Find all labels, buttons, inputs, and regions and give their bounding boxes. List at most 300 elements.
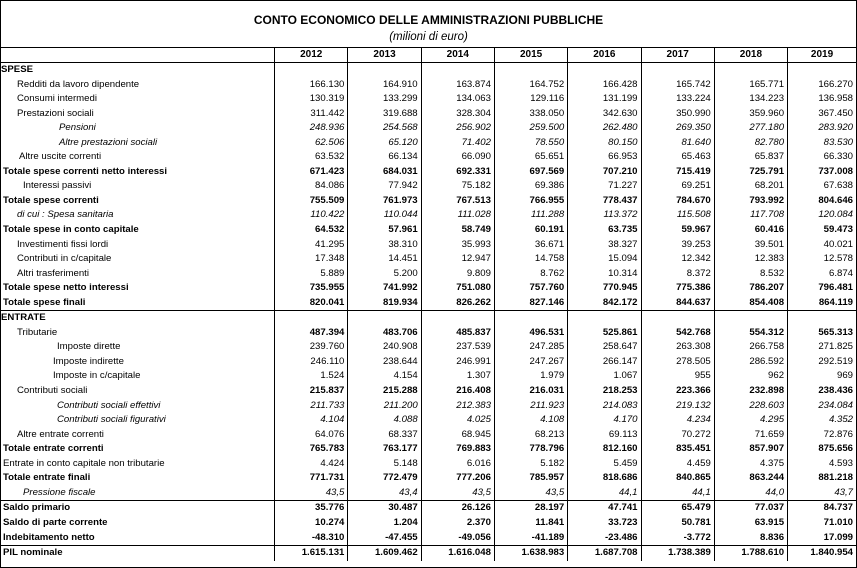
- table-subtitle: (milioni di euro): [389, 31, 468, 43]
- value-cell: -47.455: [348, 531, 421, 546]
- header-label-cell: [1, 48, 275, 63]
- value-cell: 4.295: [714, 413, 787, 428]
- value-cell: 1.307: [421, 369, 494, 384]
- table-row: [1, 63, 856, 78]
- value-cell: 483.706: [348, 326, 421, 341]
- value-cell: 266.758: [714, 340, 787, 355]
- value-cell: 60.416: [714, 223, 787, 238]
- value-cell: 130.319: [275, 92, 348, 107]
- row-label: Altre prestazioni sociali: [59, 136, 158, 148]
- row-label: Imposte indirette: [53, 355, 124, 367]
- value-cell: 216.408: [421, 384, 494, 399]
- value-cell: 777.206: [421, 471, 494, 486]
- value-cell: 219.132: [641, 399, 714, 414]
- value-cell: 4.424: [275, 457, 348, 472]
- value-cell: 212.383: [421, 399, 494, 414]
- value-cell: 338.050: [494, 107, 567, 122]
- value-cell: 311.442: [275, 107, 348, 122]
- value-cell: 215.837: [275, 384, 348, 399]
- value-cell: 63.532: [275, 150, 348, 165]
- value-cell: 763.177: [348, 442, 421, 457]
- table-row: [1, 165, 856, 180]
- value-cell: 857.907: [714, 442, 787, 457]
- value-cell: 1.609.462: [348, 546, 421, 561]
- value-cell: 692.331: [421, 165, 494, 180]
- value-cell: 60.191: [494, 223, 567, 238]
- value-cell: 166.428: [568, 78, 641, 93]
- value-cell: 770.945: [568, 281, 641, 296]
- value-cell: 12.578: [788, 252, 856, 267]
- value-cell: 5.459: [568, 457, 641, 472]
- year-header: 2016: [568, 48, 641, 63]
- value-cell: 1.840.954: [788, 546, 856, 561]
- value-cell: 239.760: [275, 340, 348, 355]
- year-header: 2017: [641, 48, 714, 63]
- table-row: [1, 486, 856, 501]
- value-cell: -3.772: [641, 531, 714, 546]
- value-cell: 216.031: [494, 384, 567, 399]
- value-cell: 854.408: [714, 296, 787, 311]
- value-cell: 786.207: [714, 281, 787, 296]
- value-cell: 246.110: [275, 355, 348, 370]
- value-cell: 12.947: [421, 252, 494, 267]
- value-cell: 35.993: [421, 238, 494, 253]
- value-cell: 81.640: [641, 136, 714, 151]
- table-row: [1, 399, 856, 414]
- value-cell: 43,5: [275, 486, 348, 501]
- value-cell: [421, 311, 494, 326]
- value-cell: 741.992: [348, 281, 421, 296]
- value-cell: 17.099: [788, 531, 856, 546]
- value-cell: 59.473: [788, 223, 856, 238]
- value-cell: 11.841: [494, 516, 567, 531]
- value-cell: 820.041: [275, 296, 348, 311]
- value-cell: 133.299: [348, 92, 421, 107]
- table-row: [1, 340, 856, 355]
- value-cell: 725.791: [714, 165, 787, 180]
- row-label: Redditi da lavoro dipendente: [17, 78, 140, 90]
- value-cell: 40.021: [788, 238, 856, 253]
- value-cell: 12.342: [641, 252, 714, 267]
- value-cell: [494, 311, 567, 326]
- table-row: [1, 501, 856, 516]
- table-row: [1, 516, 856, 531]
- value-cell: 263.308: [641, 340, 714, 355]
- value-cell: 59.967: [641, 223, 714, 238]
- value-cell: 292.519: [788, 355, 856, 370]
- value-cell: 69.113: [568, 428, 641, 443]
- value-cell: 68.213: [494, 428, 567, 443]
- value-cell: 286.592: [714, 355, 787, 370]
- value-cell: 117.708: [714, 208, 787, 223]
- value-cell: 120.084: [788, 208, 856, 223]
- value-cell: 38.327: [568, 238, 641, 253]
- value-cell: 115.508: [641, 208, 714, 223]
- value-cell: 755.509: [275, 194, 348, 209]
- table-row: [1, 531, 856, 546]
- value-cell: 67.638: [788, 179, 856, 194]
- value-cell: 50.781: [641, 516, 714, 531]
- value-cell: 164.910: [348, 78, 421, 93]
- value-cell: 12.383: [714, 252, 787, 267]
- row-label: Indebitamento netto: [3, 531, 95, 543]
- row-label: Altri trasferimenti: [17, 267, 89, 279]
- value-cell: 277.180: [714, 121, 787, 136]
- value-cell: 864.119: [788, 296, 856, 311]
- value-cell: 238.644: [348, 355, 421, 370]
- value-cell: 65.120: [348, 136, 421, 151]
- value-cell: 4.170: [568, 413, 641, 428]
- value-cell: 283.920: [788, 121, 856, 136]
- table-row: [1, 471, 856, 486]
- value-cell: 14.758: [494, 252, 567, 267]
- value-cell: 367.450: [788, 107, 856, 122]
- value-cell: 4.375: [714, 457, 787, 472]
- value-cell: [788, 63, 856, 78]
- value-cell: 266.147: [568, 355, 641, 370]
- value-cell: 778.437: [568, 194, 641, 209]
- value-cell: 269.350: [641, 121, 714, 136]
- value-cell: 271.825: [788, 340, 856, 355]
- value-cell: 1.979: [494, 369, 567, 384]
- value-cell: 707.210: [568, 165, 641, 180]
- row-label: Pressione fiscale: [23, 486, 96, 498]
- value-cell: 863.244: [714, 471, 787, 486]
- row-label: Altre uscite correnti: [19, 151, 102, 163]
- value-cell: 111.028: [421, 208, 494, 223]
- table-row: [1, 384, 856, 399]
- value-cell: 772.479: [348, 471, 421, 486]
- value-cell: 5.182: [494, 457, 567, 472]
- value-cell: [494, 63, 567, 78]
- table-row: [1, 369, 856, 384]
- row-label: Totale entrate finali: [3, 472, 91, 484]
- value-cell: -48.310: [275, 531, 348, 546]
- value-cell: 1.738.389: [641, 546, 714, 561]
- table-row: [1, 179, 856, 194]
- value-cell: 58.749: [421, 223, 494, 238]
- table-row: [1, 223, 856, 238]
- value-cell: 542.768: [641, 326, 714, 341]
- value-cell: 14.451: [348, 252, 421, 267]
- value-cell: 4.352: [788, 413, 856, 428]
- year-header: 2014: [421, 48, 494, 63]
- value-cell: 761.973: [348, 194, 421, 209]
- value-cell: 111.288: [494, 208, 567, 223]
- value-cell: -41.189: [494, 531, 567, 546]
- value-cell: 234.084: [788, 399, 856, 414]
- value-cell: 775.386: [641, 281, 714, 296]
- row-label: Imposte dirette: [57, 341, 121, 353]
- table-row: [1, 208, 856, 223]
- value-cell: 8.836: [714, 531, 787, 546]
- value-cell: 684.031: [348, 165, 421, 180]
- value-cell: 15.094: [568, 252, 641, 267]
- value-cell: 133.224: [641, 92, 714, 107]
- value-cell: 68.201: [714, 179, 787, 194]
- row-label: Saldo di parte corrente: [3, 516, 108, 528]
- value-cell: 565.313: [788, 326, 856, 341]
- value-cell: 43,4: [348, 486, 421, 501]
- value-cell: 4.025: [421, 413, 494, 428]
- value-cell: 228.603: [714, 399, 787, 414]
- value-cell: 84.737: [788, 501, 856, 516]
- value-cell: 812.160: [568, 442, 641, 457]
- value-cell: 1.687.708: [568, 546, 641, 561]
- table-row: [1, 92, 856, 107]
- value-cell: 237.539: [421, 340, 494, 355]
- value-cell: 881.218: [788, 471, 856, 486]
- value-cell: 6.874: [788, 267, 856, 282]
- value-cell: [714, 63, 787, 78]
- value-cell: 62.506: [275, 136, 348, 151]
- value-cell: 319.688: [348, 107, 421, 122]
- value-cell: 840.865: [641, 471, 714, 486]
- year-header: 2015: [494, 48, 567, 63]
- value-cell: 8.762: [494, 267, 567, 282]
- value-cell: 80.150: [568, 136, 641, 151]
- value-cell: 962: [714, 369, 787, 384]
- value-cell: 247.285: [494, 340, 567, 355]
- table-row: [1, 238, 856, 253]
- value-cell: 165.742: [641, 78, 714, 93]
- value-cell: 1.067: [568, 369, 641, 384]
- value-cell: 359.960: [714, 107, 787, 122]
- value-cell: 4.234: [641, 413, 714, 428]
- value-cell: 28.197: [494, 501, 567, 516]
- value-cell: 211.923: [494, 399, 567, 414]
- value-cell: 827.146: [494, 296, 567, 311]
- value-cell: 262.480: [568, 121, 641, 136]
- value-cell: 254.568: [348, 121, 421, 136]
- value-cell: 30.487: [348, 501, 421, 516]
- year-header: 2013: [348, 48, 421, 63]
- table-row: [1, 121, 856, 136]
- value-cell: 68.945: [421, 428, 494, 443]
- value-cell: 4.154: [348, 369, 421, 384]
- value-cell: 765.783: [275, 442, 348, 457]
- value-cell: 2.370: [421, 516, 494, 531]
- value-cell: 214.083: [568, 399, 641, 414]
- value-cell: 211.733: [275, 399, 348, 414]
- value-cell: 4.104: [275, 413, 348, 428]
- table-row: [1, 107, 856, 122]
- value-cell: 1.204: [348, 516, 421, 531]
- row-label: Saldo primario: [1, 501, 275, 516]
- value-cell: [348, 311, 421, 326]
- table-row: [1, 150, 856, 165]
- value-cell: 39.501: [714, 238, 787, 253]
- value-cell: 75.182: [421, 179, 494, 194]
- value-cell: 835.451: [641, 442, 714, 457]
- row-label: SPESE: [1, 63, 275, 78]
- value-cell: 69.251: [641, 179, 714, 194]
- value-cell: [788, 311, 856, 326]
- value-cell: 215.288: [348, 384, 421, 399]
- value-cell: 47.741: [568, 501, 641, 516]
- row-label: Contributi sociali: [17, 385, 88, 397]
- value-cell: -23.486: [568, 531, 641, 546]
- table-row: [1, 281, 856, 296]
- value-cell: 785.957: [494, 471, 567, 486]
- table-row: [1, 136, 856, 151]
- value-cell: 113.372: [568, 208, 641, 223]
- value-cell: 134.223: [714, 92, 787, 107]
- value-cell: 166.270: [788, 78, 856, 93]
- value-cell: 5.889: [275, 267, 348, 282]
- value-cell: 38.310: [348, 238, 421, 253]
- row-label: Totale entrate correnti: [3, 443, 104, 455]
- value-cell: 485.837: [421, 326, 494, 341]
- value-cell: 68.337: [348, 428, 421, 443]
- value-cell: -49.056: [421, 531, 494, 546]
- row-label: Contributi in c/capitale: [17, 253, 112, 265]
- value-cell: 969: [788, 369, 856, 384]
- value-cell: 778.796: [494, 442, 567, 457]
- value-cell: 43,5: [421, 486, 494, 501]
- value-cell: 71.659: [714, 428, 787, 443]
- value-cell: 246.991: [421, 355, 494, 370]
- row-label: Totale spese correnti: [3, 194, 99, 206]
- value-cell: 1.524: [275, 369, 348, 384]
- value-cell: 804.646: [788, 194, 856, 209]
- table-row: [1, 78, 856, 93]
- value-cell: 43,5: [494, 486, 567, 501]
- row-label: Imposte in c/capitale: [53, 370, 141, 382]
- value-cell: 163.874: [421, 78, 494, 93]
- economic-account-table: [1, 47, 856, 561]
- value-cell: 737.008: [788, 165, 856, 180]
- value-cell: [568, 311, 641, 326]
- value-cell: 166.130: [275, 78, 348, 93]
- value-cell: 211.200: [348, 399, 421, 414]
- year-header: 2019: [788, 48, 856, 63]
- value-cell: [348, 63, 421, 78]
- value-cell: 751.080: [421, 281, 494, 296]
- value-cell: 71.227: [568, 179, 641, 194]
- value-cell: 842.172: [568, 296, 641, 311]
- value-cell: 63.915: [714, 516, 787, 531]
- value-cell: 8.372: [641, 267, 714, 282]
- value-cell: 134.063: [421, 92, 494, 107]
- value-cell: 767.513: [421, 194, 494, 209]
- table-row: [1, 311, 856, 326]
- value-cell: 78.550: [494, 136, 567, 151]
- value-cell: 110.044: [348, 208, 421, 223]
- value-cell: 41.295: [275, 238, 348, 253]
- row-label: di cui : Spesa sanitaria: [17, 209, 114, 221]
- table-row: [1, 267, 856, 282]
- value-cell: 136.958: [788, 92, 856, 107]
- value-cell: 223.366: [641, 384, 714, 399]
- value-cell: 66.330: [788, 150, 856, 165]
- value-cell: 1.788.610: [714, 546, 787, 561]
- table-row: [1, 194, 856, 209]
- value-cell: 164.752: [494, 78, 567, 93]
- value-cell: 238.436: [788, 384, 856, 399]
- value-cell: 77.037: [714, 501, 787, 516]
- value-cell: 554.312: [714, 326, 787, 341]
- table-row: [1, 296, 856, 311]
- value-cell: [641, 311, 714, 326]
- value-cell: 77.942: [348, 179, 421, 194]
- value-cell: 525.861: [568, 326, 641, 341]
- value-cell: 65.463: [641, 150, 714, 165]
- table-body: [1, 63, 856, 561]
- table-row: [1, 546, 856, 561]
- value-cell: 65.651: [494, 150, 567, 165]
- row-label: Prestazioni sociali: [17, 107, 94, 119]
- value-cell: 72.876: [788, 428, 856, 443]
- value-cell: 259.500: [494, 121, 567, 136]
- value-cell: 278.505: [641, 355, 714, 370]
- value-cell: 844.637: [641, 296, 714, 311]
- row-label: Interessi passivi: [23, 180, 92, 192]
- value-cell: 17.348: [275, 252, 348, 267]
- value-cell: 769.883: [421, 442, 494, 457]
- value-cell: 1.615.131: [275, 546, 348, 561]
- value-cell: 131.199: [568, 92, 641, 107]
- value-cell: 496.531: [494, 326, 567, 341]
- value-cell: 258.647: [568, 340, 641, 355]
- value-cell: 5.148: [348, 457, 421, 472]
- table-row: [1, 355, 856, 370]
- value-cell: [275, 311, 348, 326]
- value-cell: 10.274: [275, 516, 348, 531]
- value-cell: 5.200: [348, 267, 421, 282]
- value-cell: 784.670: [641, 194, 714, 209]
- value-cell: [275, 63, 348, 78]
- row-label: Altre entrate correnti: [17, 428, 104, 440]
- value-cell: 84.086: [275, 179, 348, 194]
- value-cell: 165.771: [714, 78, 787, 93]
- row-label: Totale spese finali: [3, 296, 86, 308]
- value-cell: 66.953: [568, 150, 641, 165]
- value-cell: 4.088: [348, 413, 421, 428]
- year-header: 2012: [275, 48, 348, 63]
- value-cell: 66.134: [348, 150, 421, 165]
- value-cell: 232.898: [714, 384, 787, 399]
- value-cell: 766.955: [494, 194, 567, 209]
- value-cell: 328.304: [421, 107, 494, 122]
- value-cell: 1.616.048: [421, 546, 494, 561]
- value-cell: 10.314: [568, 267, 641, 282]
- table-row: [1, 442, 856, 457]
- row-label: ENTRATE: [1, 311, 275, 326]
- value-cell: 71.010: [788, 516, 856, 531]
- row-label: Tributarie: [17, 326, 58, 338]
- value-cell: 64.076: [275, 428, 348, 443]
- table-row: [1, 326, 856, 341]
- value-cell: 63.735: [568, 223, 641, 238]
- value-cell: 487.394: [275, 326, 348, 341]
- value-cell: 65.479: [641, 501, 714, 516]
- value-cell: 82.780: [714, 136, 787, 151]
- value-cell: [421, 63, 494, 78]
- year-header-row: [1, 48, 856, 63]
- value-cell: 44,0: [714, 486, 787, 501]
- value-cell: 70.272: [641, 428, 714, 443]
- value-cell: 6.016: [421, 457, 494, 472]
- value-cell: 256.902: [421, 121, 494, 136]
- value-cell: 247.267: [494, 355, 567, 370]
- value-cell: 71.402: [421, 136, 494, 151]
- value-cell: 771.731: [275, 471, 348, 486]
- value-cell: 819.934: [348, 296, 421, 311]
- value-cell: 9.809: [421, 267, 494, 282]
- table-row: [1, 428, 856, 443]
- value-cell: 955: [641, 369, 714, 384]
